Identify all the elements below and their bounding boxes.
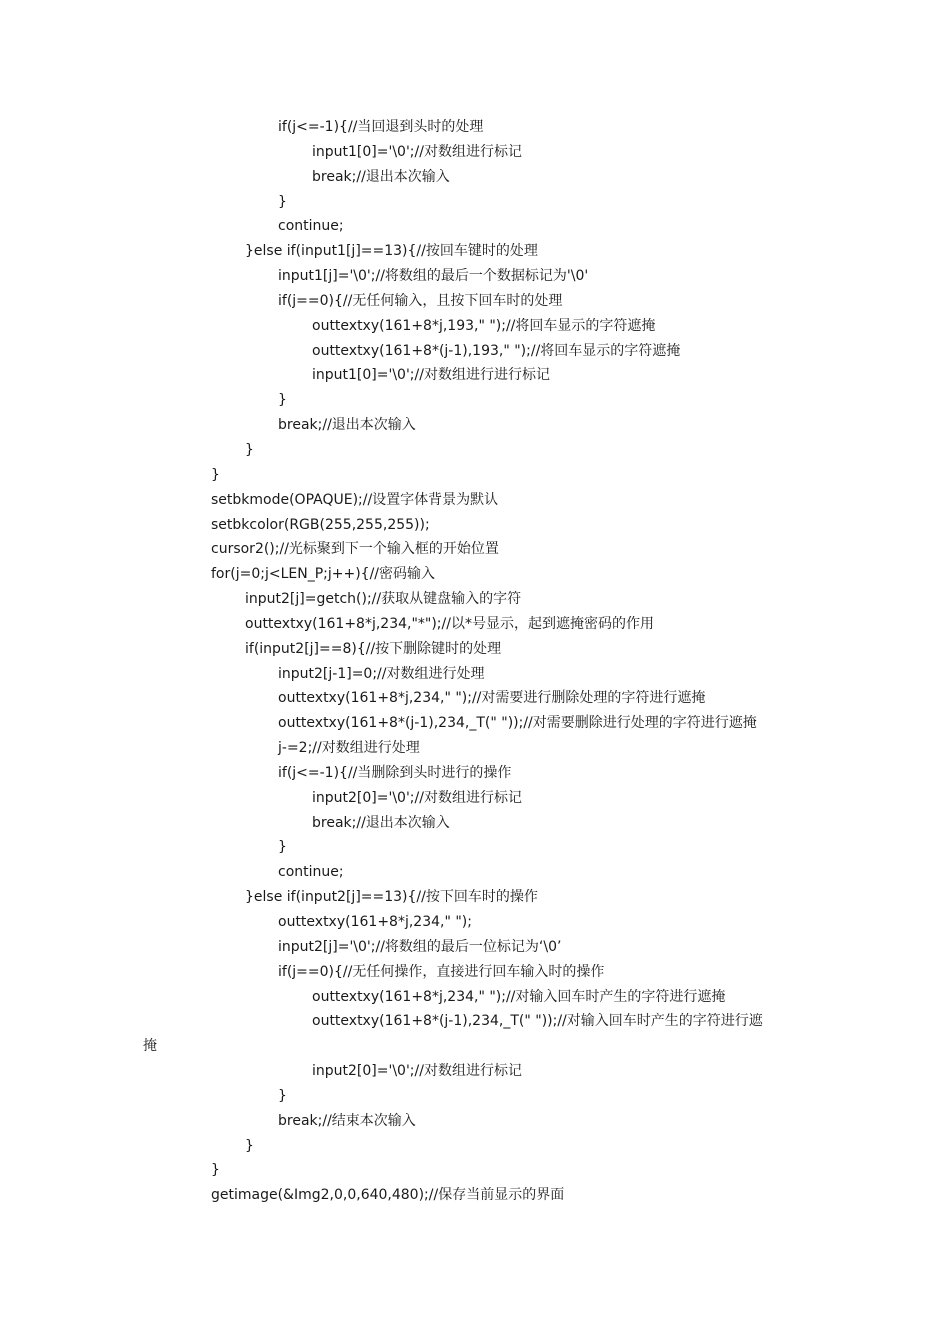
code-line: input1[0]='\0';//对数组进行进行标记 [312,367,550,384]
code-line: getimage(&Img2,0,0,640,480);//保存当前显示的界面 [211,1187,565,1204]
code-line: } [278,193,287,210]
code-line: break;//结束本次输入 [278,1112,416,1129]
code-line: setbkcolor(RGB(255,255,255)); [211,516,430,533]
code-line: } [278,839,287,856]
code-block [0,115,950,1208]
code-line: continue; [278,864,344,881]
code-line: outtextxy(161+8*j,234," ");//对输入回车时产生的字符进行遮掩 [312,988,726,1005]
code-line: continue; [278,218,344,235]
code-line: outtextxy(161+8*(j-1),234,_T(" "));//对需要删除进行处理的字符进行遮掩 [278,715,757,732]
code-line: for(j=0;j<LEN_P;j++){//密码输入 [211,566,436,583]
code-line: } [245,441,254,458]
code-line: break;//退出本次输入 [278,417,416,434]
code-line: 掩 [143,1038,157,1055]
code-line: break;//退出本次输入 [312,168,450,185]
code-line: input1[j]='\0';//将数组的最后一个数据标记为'\0' [278,268,589,285]
code-line: outtextxy(161+8*(j-1),234,_T(" "));//对输入回车时产生的字符进行遮 [312,1013,763,1030]
code-line: setbkmode(OPAQUE);//设置字体背景为默认 [211,491,499,508]
code-line: } [278,392,287,409]
code-line: input2[j]=getch();//获取从键盘输入的字符 [245,591,522,608]
code-line: input2[j-1]=0;//对数组进行处理 [278,665,485,682]
code-line: if(input2[j]==8){//按下删除键时的处理 [245,640,502,657]
code-line: if(j==0){//无任何输入，且按下回车时的处理 [278,292,563,309]
code-line: if(j==0){//无任何操作，直接进行回车输入时的操作 [278,963,605,980]
code-line: } [211,1162,220,1179]
code-line: input2[0]='\0';//对数组进行标记 [312,1063,522,1080]
code-line: } [211,466,220,483]
code-line: outtextxy(161+8*(j-1),193," ");//将回车显示的字符遮掩 [312,342,681,359]
code-line: if(j<=-1){//当回退到头时的处理 [278,119,484,135]
code-line: input1[0]='\0';//对数组进行标记 [312,143,522,160]
code-line: } [278,1087,287,1104]
code-line: input2[j]='\0';//将数组的最后一位标记为‘\0’ [278,938,562,955]
code-line: input2[0]='\0';//对数组进行标记 [312,789,522,806]
code-line: cursor2();//光标聚到下一个输入框的开始位置 [211,541,499,558]
code-line: outtextxy(161+8*j,234,"*");//以*号显示，起到遮掩密码的作用 [245,615,654,632]
code-line: outtextxy(161+8*j,234," "); [278,914,472,930]
code-line: }else if(input2[j]==13){//按下回车时的操作 [245,889,538,906]
code-line: outtextxy(161+8*j,234," ");//对需要进行删除处理的字符进行遮掩 [278,690,706,707]
code-line: if(j<=-1){//当删除到头时进行的操作 [278,764,512,781]
code-line: } [245,1137,254,1154]
code-line: outtextxy(161+8*j,193," ");//将回车显示的字符遮掩 [312,317,656,334]
code-line: }else if(input1[j]==13){//按回车键时的处理 [245,243,538,260]
code-line: break;//退出本次输入 [312,814,450,831]
code-line: j-=2;//对数组进行处理 [278,740,420,757]
